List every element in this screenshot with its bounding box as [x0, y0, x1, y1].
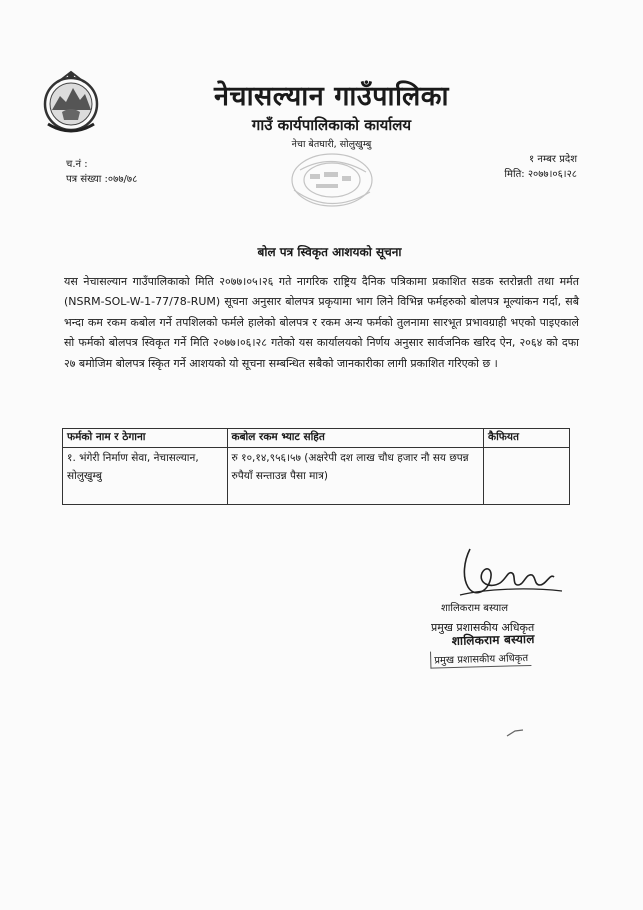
designation-stamp [420, 628, 563, 672]
date-block [504, 152, 577, 182]
firm-table [62, 428, 570, 505]
signatory-name: शालिकराम बस्याल [441, 603, 509, 614]
notice-title: बोल पत्र स्विकृत आशयको सूचना [257, 245, 402, 259]
firm-name-cell: १. भंगेरी निर्माण सेवा, नेचासल्यान, सोलुखुम्बु [63, 448, 228, 505]
header-firm: फर्मको नाम र ठेगाना [63, 429, 228, 448]
province-label: १ नम्बर प्रदेश [529, 154, 577, 165]
stamp-post: प्रमुख प्रशासकीय अधिकृत [430, 649, 531, 669]
office-stamp-icon [270, 150, 390, 218]
signatory-post: प्रमुख प्रशासकीय अधिकृत [431, 621, 535, 634]
header-remarks: कैफियत [484, 429, 570, 448]
reference-block [66, 157, 137, 187]
header-amount: कबोल रकम भ्याट सहित [227, 429, 484, 448]
remarks-cell [484, 448, 570, 505]
letter-number: पत्र संख्या :०७७/७८ [66, 174, 138, 185]
stamp-name: शालिकराम बस्याल [451, 631, 535, 649]
office-subtitle: गाउँ कार्यपालिकाको कार्यालय [251, 116, 412, 134]
amount-cell: रु १०,१४,९५६।५७ (अक्षरेपी दश लाख चौध हजार नौ सय छपन्न रुपैयाँ सन्ताउन्न पैसा मात्र) [227, 448, 484, 505]
signature-icon [456, 543, 566, 605]
letter-date: मिति: २०७७।०६।२८ [504, 169, 577, 180]
table-row [63, 448, 570, 505]
office-address: नेचा बेतघारी, सोलुखुम्बु [291, 139, 372, 150]
pen-mark-icon [506, 728, 524, 738]
ref-number: च.नं : [66, 159, 88, 170]
municipality-title: नेचासल्यान गाउँपालिका [213, 81, 450, 112]
table-header-row [63, 429, 570, 448]
notice-body: यस नेचासल्यान गाउँपालिकाको मिति २०७७।०५।२६ गते नागरिक राष्ट्रिय दैनिक पत्रिकामा प्रकाशित सडक स्तरोन्नती तथा मर्मत (NSRM-SOL-W-1-77/78-RUM) सूचना अनुसार बोलपत्र प्रकृयामा भाग लिने विभिन्न फर्महरुको बोलपत्र मूल्यांकन गर्दा, सबै भन्दा कम रकम कबोल गर्ने तपशिलको फर्मले हालेको बोलपत्र र रकम अन्य फर्मको तुलनामा सारभूत प्रभावग्राही भएको पाइएकाले सो फर्मको बोलपत्र स्विकृत गर्ने मिति २०७७।०६।२८ गतेको यस कार्यालयको निर्णय अनुसार सार्वजनिक खरिद ऐन, २०६४ को दफा २७ बमोजिम बोलपत्र स्किृत गर्ने आशयको यो सूचना सम्बन्धित सबैको जानकारीका लागी प्रकाशित गरिएको छ । [64, 275, 579, 370]
